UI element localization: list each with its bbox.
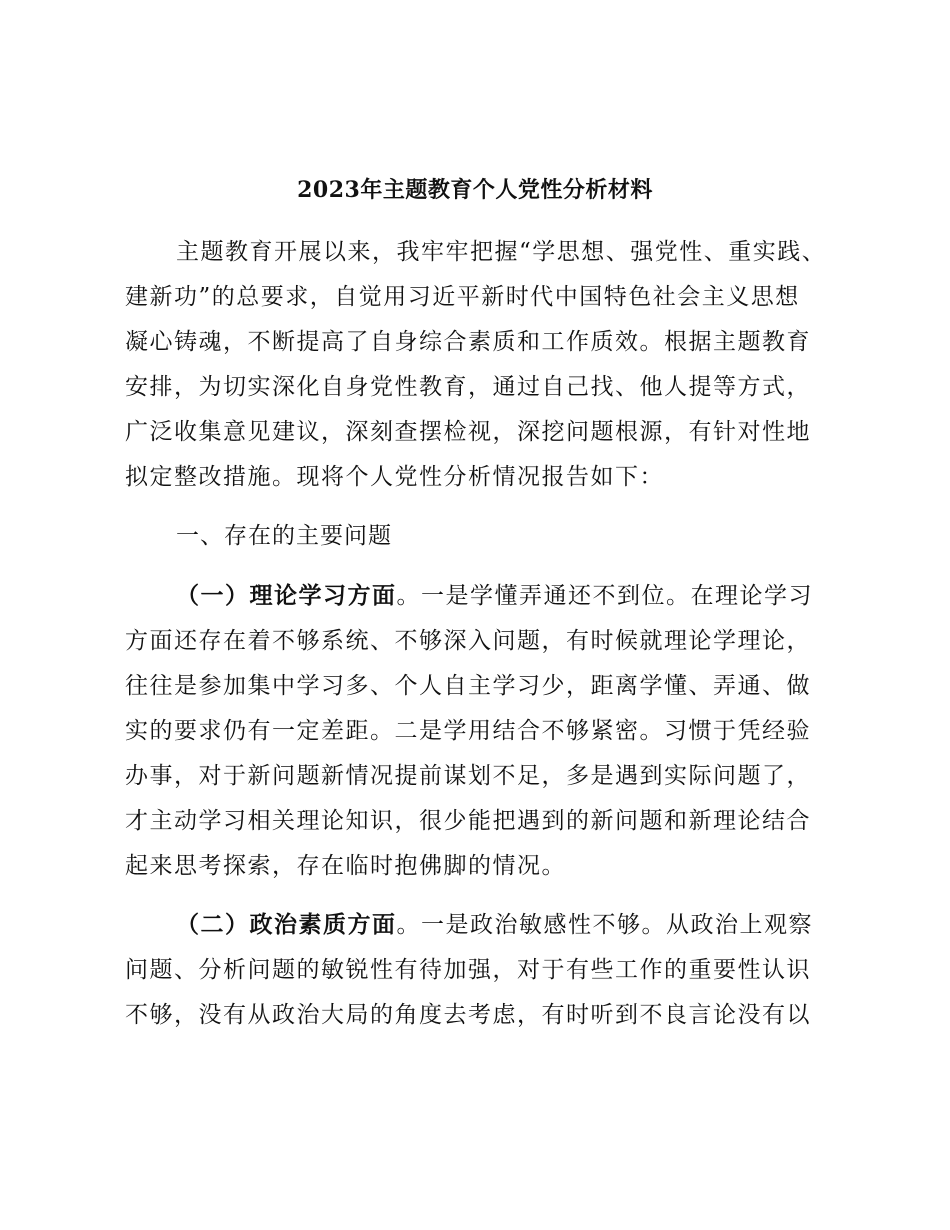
para1-line-7: 起来思考探索，存在临时抱佛脚的情况。 — [125, 853, 566, 879]
para1-line-3: 往往是参加集中学习多、个人自主学习少，距离学懂、弄通、做 — [125, 673, 811, 699]
intro-line-3: 凝心铸魂，不断提高了自身综合素质和工作质效。根据主题教育 — [125, 329, 811, 355]
para1-line-6: 才主动学习相关理论知识，很少能把遇到的新问题和新理论结合 — [125, 808, 811, 834]
para2-first-rest: 。一是政治敏感性不够。从政治上观察 — [396, 912, 813, 938]
para1-line-1 — [176, 578, 896, 614]
para1-first-rest: 。一是学懂弄通还不到位。在理论学习 — [396, 583, 813, 609]
intro-line-6: 拟定整改措施。现将个人党性分析情况报告如下： — [125, 464, 664, 490]
intro-line-1: 主题教育开展以来，我牢牢把握“学思想、强党性、重实践、 — [176, 239, 827, 265]
document-title: 2023年主题教育个人党性分析材料 — [297, 177, 653, 203]
para2-line-3: 不够，没有从政治大局的角度去考虑，有时听到不良言论没有以 — [125, 1002, 811, 1028]
intro-line-4: 安排，为切实深化自身党性教育，通过自己找、他人提等方式， — [125, 374, 811, 400]
para1-lead: （一）理论学习方面 — [176, 582, 397, 609]
para2-lead: （二）政治素质方面 — [176, 911, 397, 938]
para2-line-1 — [176, 907, 896, 943]
para1-line-4: 实的要求仍有一定差距。二是学用结合不够紧密。习惯于凭经验 — [125, 718, 811, 744]
para2-line-2: 问题、分析问题的敏锐性有待加强，对于有些工作的重要性认识 — [125, 957, 811, 983]
section-heading: 一、存在的主要问题 — [176, 523, 392, 549]
intro-line-5: 广泛收集意见建议，深刻查摆检视，深挖问题根源，有针对性地 — [125, 419, 811, 445]
intro-line-2: 建新功”的总要求，自觉用习近平新时代中国特色社会主义思想 — [125, 284, 800, 310]
para1-line-2: 方面还存在着不够系统、不够深入问题，有时候就理论学理论， — [125, 628, 811, 654]
para1-line-5: 办事，对于新问题新情况提前谋划不足，多是遇到实际问题了， — [125, 763, 811, 789]
